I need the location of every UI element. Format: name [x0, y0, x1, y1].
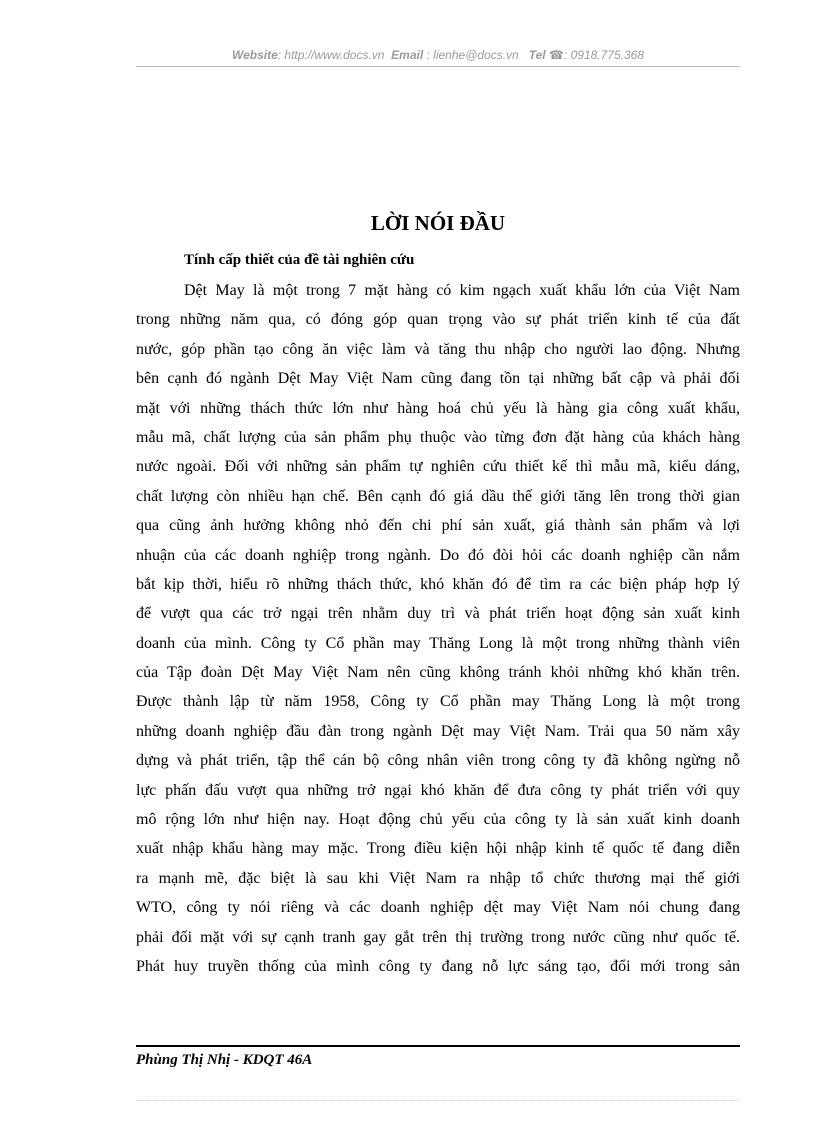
paragraph-line: qua cũng ảnh hưởng không nhỏ đến chi phí sản xuất, giá thành sản phẩm và lợi	[136, 517, 740, 535]
tel-label: Tel	[528, 48, 546, 62]
paragraph-line: Được thành lập từ năm 1958, Công ty Cổ phần may Thăng Long là một trong	[136, 693, 740, 711]
paragraph-line: WTO, công ty nói riêng và các doanh nghiệp dệt may Việt Nam nói chung đang	[136, 899, 740, 917]
paragraph-line: nước ngoài. Đối với những sản phẩm tự nghiên cứu thiết kế thì mẫu mã, kiểu dáng,	[136, 458, 740, 476]
paragraph-line: nước, góp phần tạo công ăn việc làm và tăng thu nhập cho người lao động. Nhưng	[136, 340, 740, 358]
body-paragraph	[136, 276, 740, 981]
paragraph-line: Dệt May là một trong 7 mặt hàng có kim ngạch xuất khẩu lớn của Việt Nam	[184, 282, 740, 299]
page-bottom-border	[136, 1100, 740, 1101]
tel-value: : 0918.775.368	[563, 48, 645, 62]
paragraph-line: doanh của mình. Công ty Cổ phần may Thăng Long là một trong những thành viên	[136, 634, 740, 652]
paragraph-line: chất lượng còn nhiều hạn chế. Bên cạnh đó giá dầu thế giới tăng lên trong thời gian	[136, 487, 740, 505]
email-value: : lienhe@docs.vn	[426, 48, 519, 62]
paragraph-line: ra mạnh mẽ, đặc biệt là sau khi Việt Nam ra nhập tổ chức thương mại thế giới	[136, 869, 740, 887]
email-label: Email	[391, 48, 424, 62]
website-label: Website	[231, 48, 278, 62]
paragraph-line: mô rộng lớn như hiện nay. Hoạt động chủ yếu của công ty là sản xuất kinh doanh	[136, 811, 740, 829]
paragraph-line: dựng và phát triển, tập thể cán bộ công nhân viên trong công ty đã không ngừng nỗ	[136, 752, 740, 770]
paragraph-line: nhuận của các doanh nghiệp trong ngành. Do đó đòi hỏi các doanh nghiệp cần nắm	[136, 546, 740, 564]
paragraph-line: Phát huy truyền thống của mình công ty đang nỗ lực sáng tạo, đổi mới trong sản	[136, 957, 740, 975]
paragraph-line: lực phấn đấu vượt qua những trở ngại khó khăn để đưa công ty phát triển với quy	[136, 781, 740, 799]
footer-divider	[136, 1045, 740, 1047]
paragraph-line: mẫu mã, chất lượng của sản phẩm phụ thuộc vào từng đơn đặt hàng của khách hàng	[136, 428, 740, 446]
paragraph-line: xuất nhập khẩu hàng may mặc. Trong điều kiện hội nhập kinh tế quốc tế đang diễn	[136, 840, 740, 858]
section-subtitle: Tính cấp thiết của đề tài nghiên cứu	[184, 252, 415, 268]
paragraph-line: để vượt qua các trở ngại trên nhằm duy trì và phát triển hoạt động sản xuất kinh	[136, 605, 740, 623]
website-value: : http://www.docs.vn	[277, 48, 385, 62]
paragraph-line: mặt với những thách thức lớn như hàng hoá chủ yếu là hàng gia công xuất khẩu,	[136, 399, 740, 417]
page-title: LỜI NÓI ĐẦU	[370, 211, 506, 235]
paragraph-line: bắt kịp thời, hiểu rõ những thách thức, khó khăn đó để tìm ra các biện pháp hợp lý	[136, 575, 740, 593]
paragraph-line: của Tập đoàn Dệt May Việt Nam nên cũng không tránh khỏi những khó khăn trên.	[136, 664, 740, 682]
phone-icon: ☎	[549, 48, 564, 62]
paragraph-line: những doanh nghiệp đầu đàn trong ngành Dệt may Việt Nam. Trải qua 50 năm xây	[136, 722, 740, 740]
page-header	[136, 46, 740, 64]
paragraph-line: bên cạnh đó ngành Dệt May Việt Nam cũng đang tồn tại những bất cập và phải đối	[136, 370, 740, 388]
paragraph-line: trong những năm qua, có đóng góp quan trọng vào sự phát triển kinh tế của đất	[136, 311, 740, 329]
paragraph-line: phải đối mặt với sự cạnh tranh gay gắt trên thị trường trong nước cũng như quốc tế.	[136, 928, 740, 946]
page-footer: Phùng Thị Nhị - KDQT 46A	[136, 1052, 313, 1068]
header-divider	[136, 66, 740, 67]
